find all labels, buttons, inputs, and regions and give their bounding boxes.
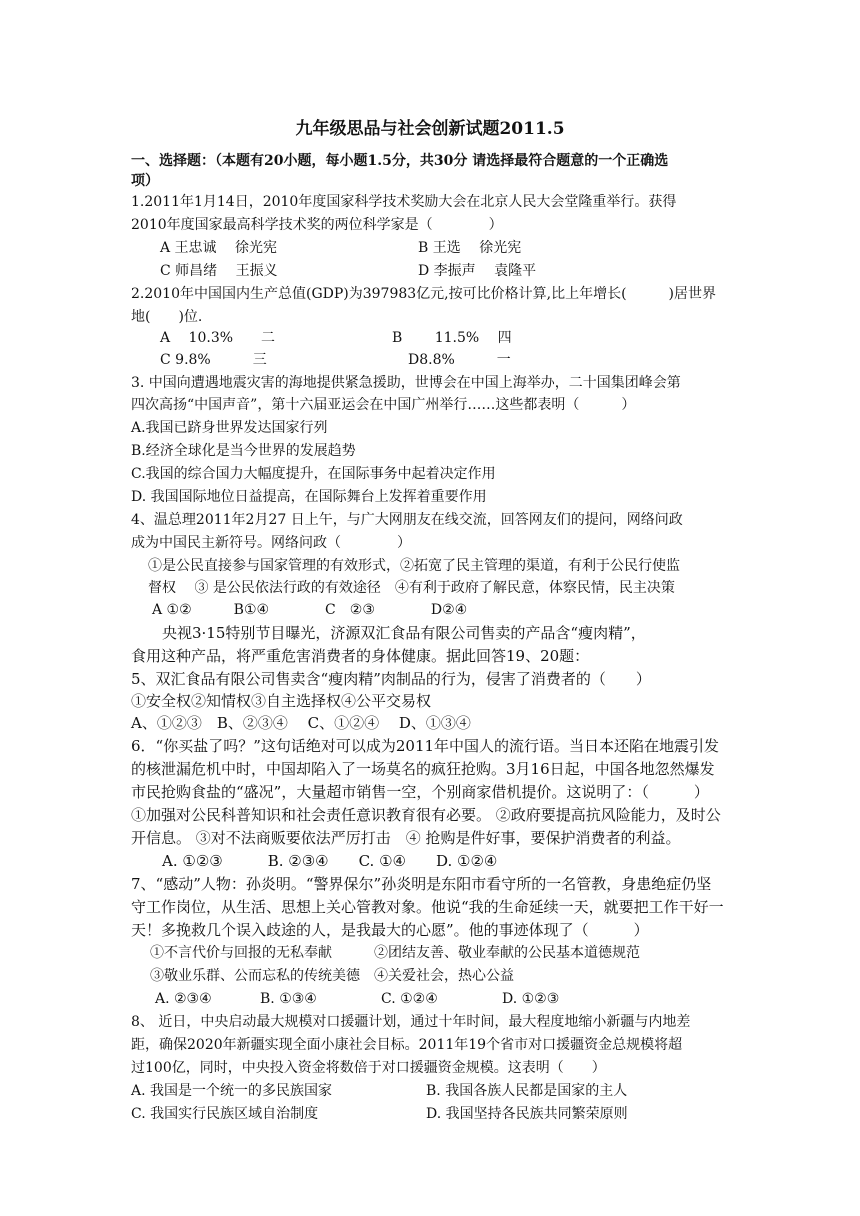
q7-option-b: B. ①③④ — [260, 991, 317, 1007]
q8-stem: 8、 近日，中央启动最大规模对口援疆计划，通过十年时间，最大程度地缩小新疆与内地差 — [131, 1014, 691, 1030]
q7-statements-cont: ③敬业乐群、公而忘私的传统美德 ④关爱社会，热心公益 — [150, 968, 514, 984]
q4-stem-cont: 成为中国民主新符号。网络问政（ ） — [131, 535, 411, 551]
q7-option-a: A. ②③④ — [155, 991, 212, 1007]
q2-option-b: B 11.5% 四 — [392, 330, 512, 346]
q1-option-c: C 师昌绪 王振义 — [160, 263, 278, 279]
q8-option-b: B. 我国各族人民都是国家的主人 — [426, 1083, 628, 1099]
q3-option-c: C.我国的综合国力大幅度提升，在国际事务中起着决定作用 — [131, 466, 496, 482]
q4-statements: ①是公民直接参与国家管理的有效形式，②拓宽了民主管理的渠道，有利于公民行使监 — [148, 558, 680, 574]
q5-options: A、①②③ B、②③④ C、①②④ D、①③④ — [131, 714, 471, 732]
q7-stem: 7、“感动”人物：孙炎明。“警界保尔”孙炎明是东阳市看守所的一名管教，身患绝症仍坚 — [131, 875, 712, 893]
q8-option-d: D. 我国坚持各民族共同繁荣原则 — [426, 1106, 628, 1122]
q3-option-a: A.我国已跻身世界发达国家行列 — [131, 420, 328, 436]
q6-statements: ①加强对公民科普知识和社会责任意识教育很有必要。 ②政府要提高抗风险能力，及时公 — [131, 806, 721, 824]
q8-stem-cont: 过100亿，同时，中央投入资金将数倍于对口援疆资金规模。这表明（ ） — [131, 1060, 606, 1076]
q3-option-d: D. 我国国际地位日益提高，在国际舞台上发挥着重要作用 — [131, 489, 487, 505]
q2-option-d: D8.8% 一 — [408, 352, 511, 368]
material-text: 央视3·15特别节目曝光，济源双汇食品有限公司售卖的产品含“瘦肉精”， — [162, 624, 646, 642]
q6-statements-cont: 开信息。 ③对不法商贩要依法严厉打击 ④ 抢购是件好事，要保护消费者的利益。 — [131, 829, 681, 847]
q1-option-a: A 王忠诚 徐光宪 — [160, 240, 278, 256]
q6-stem-cont: 市民抢购食盐的“盛况”，大量超市销售一空，个别商家借机提价。这说明了：（ ） — [131, 783, 709, 801]
q5-stem: 5、双汇食品有限公司售卖含“瘦肉精”肉制品的行为，侵害了消费者的（ ） — [131, 670, 651, 688]
q5-statements: ①安全权②知情权③自主选择权④公平交易权 — [131, 692, 432, 710]
q4-statements-cont: 督权 ③ 是公民依法行政的有效途径 ④有利于政府了解民意，体察民情，民主决策 — [148, 580, 675, 596]
page-title: 九年级思品与社会创新试题2011.5 — [295, 119, 565, 139]
material-text-cont: 食用这种产品，将严重危害消费者的身体健康。据此回答19、20题： — [131, 647, 590, 665]
q3-stem: 3. 中国向遭遇地震灾害的海地提供紧急援助，世博会在中国上海举办，二十国集团峰会第 — [131, 375, 681, 391]
q4-stem: 4、温总理2011年2月27 日上午，与广大网朋友在线交流，回答网友们的提问，网络问政 — [131, 512, 683, 528]
q2-stem: 2.2010年中国国内生产总值(GDP)为397983亿元,按可比价格计算,比上年增长( )居世界 — [131, 286, 717, 302]
q8-stem-cont: 距，确保2020年新疆实现全面小康社会目标。2011年19个省市对口援疆资金总规模将超 — [131, 1037, 683, 1053]
q1-option-d: D 李振声 袁隆平 — [418, 263, 537, 279]
q7-option-d: D. ①②③ — [502, 991, 560, 1007]
q4-options: A ①② B①④ C ②③ D②④ — [152, 602, 468, 618]
q6-stem: 6．“你买盐了吗？”这句话绝对可以成为2011年中国人的流行语。当日本还陷在地震引发 — [131, 737, 720, 755]
section-heading-cont: 项） — [131, 173, 159, 189]
q6-stem-cont: 的核泄漏危机中时，中国却陷入了一场莫名的疯狂抢购。3月16日起，中国各地忽然爆发 — [131, 760, 715, 778]
q7-stem-cont: 天！多挽救几个误入歧途的人，是我最大的心愿”。他的事迹体现了（ ） — [131, 921, 649, 939]
q7-stem-cont: 守工作岗位，从生活、思想上关心管教对象。他说“我的生命延续一天，就要把工作干好一 — [131, 898, 724, 916]
q3-stem-cont: 四次高扬“中国声音”，第十六届亚运会在中国广州举行……这些都表明（ ） — [131, 397, 636, 413]
section-heading: 一、选择题：（本题有20小题，每小题1.5分，共30分 请选择最符合题意的一个正确选 — [131, 153, 669, 169]
q1-stem-cont: 2010年度国家最高科学技术奖的两位科学家是（ ） — [131, 217, 503, 233]
q2-option-a: A 10.3% 二 — [160, 330, 276, 346]
q6-options: A. ①②③ B. ②③④ C. ①④ D. ①②④ — [162, 852, 498, 870]
q2-stem-cont: 地( )位. — [131, 309, 203, 325]
q7-statements: ①不言代价与回报的无私奉献 ②团结友善、敬业奉献的公民基本道德规范 — [150, 945, 640, 961]
q8-option-c: C. 我国实行民族区域自治制度 — [131, 1106, 319, 1122]
q1-stem: 1.2011年1月14日，2010年度国家科学技术奖励大会在北京人民大会堂隆重举行。获得 — [131, 194, 677, 210]
q1-option-b: B 王选 徐光宪 — [418, 240, 522, 256]
q3-option-b: B.经济全球化是当今世界的发展趋势 — [131, 443, 356, 459]
q2-option-c: C 9.8% 三 — [160, 352, 267, 368]
q8-option-a: A. 我国是一个统一的多民族国家 — [131, 1083, 333, 1099]
q7-option-c: C. ①②④ — [381, 991, 438, 1007]
